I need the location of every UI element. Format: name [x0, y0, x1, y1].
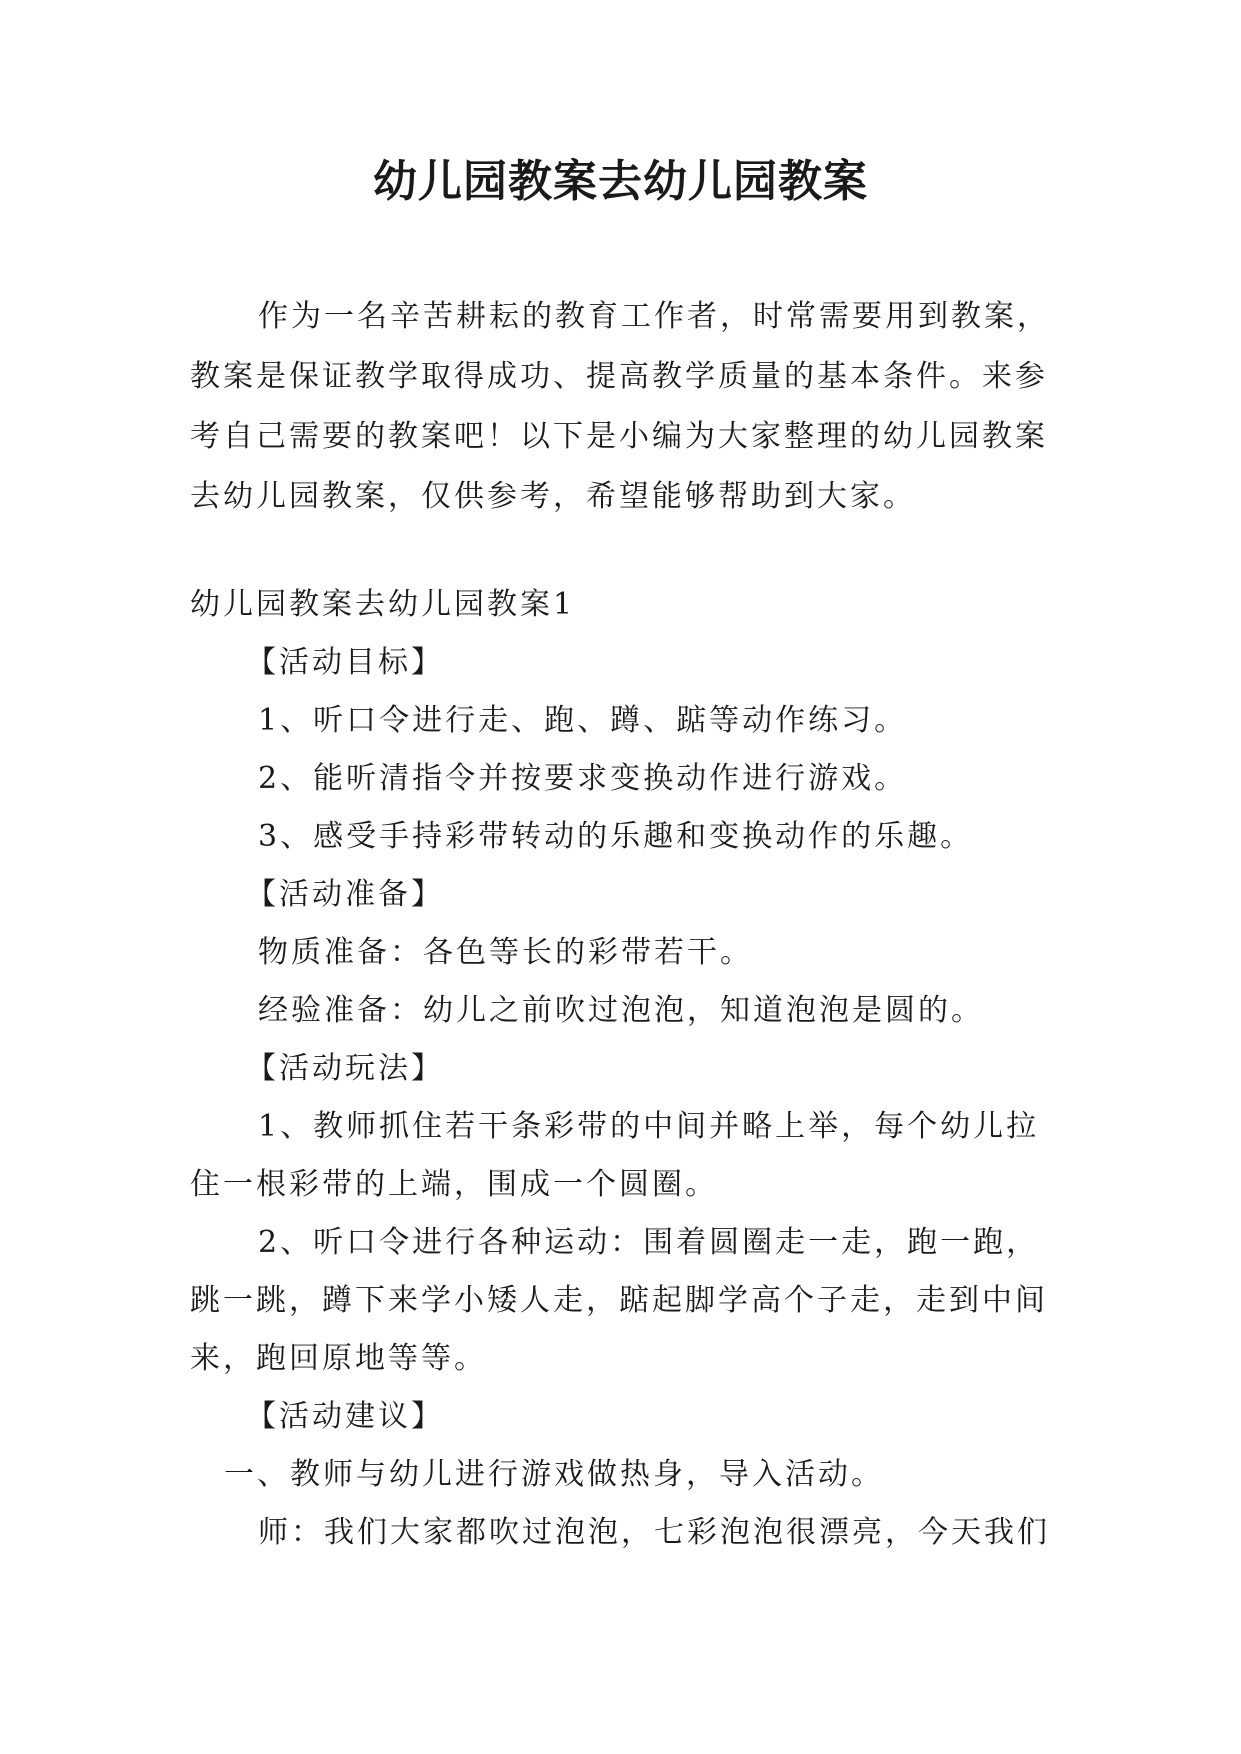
goal-item: 3、感受手持彩带转动的乐趣和变换动作的乐趣。 — [258, 819, 974, 854]
goal-item: 1、听口令进行走、跑、蹲、踮等动作练习。 — [258, 703, 908, 738]
advice-heading: 【活动建议】 — [246, 1399, 444, 1434]
advice-item: 一、教师与幼儿进行游戏做热身，导入活动。 — [224, 1457, 884, 1492]
section-1 — [190, 576, 1060, 1562]
play-heading: 【活动玩法】 — [246, 1051, 444, 1086]
teacher-line: 师：我们大家都吹过泡泡，七彩泡泡很漂亮，今天我们 — [258, 1515, 1050, 1550]
section-heading: 幼儿园教案去幼儿园教案1 — [190, 587, 576, 622]
prep-heading: 【活动准备】 — [246, 877, 444, 912]
goal-heading: 【活动目标】 — [246, 645, 444, 680]
document-title: 幼儿园教案去幼儿园教案 — [373, 156, 868, 207]
play-item: 2、听口令进行各种运动：围着圆圈走一走，跑一跑，跳一跳，蹲下来学小矮人走，踮起脚学高个子走，走到中间来，跑回原地等等。 — [190, 1225, 1048, 1376]
intro-paragraph — [190, 287, 1060, 527]
play-item: 1、教师抓住若干条彩带的中间并略上举，每个幼儿拉住一根彩带的上端，围成一个圆圈。 — [190, 1109, 1040, 1202]
prep-item: 物质准备：各色等长的彩带若干。 — [258, 935, 753, 970]
intro-text: 作为一名辛苦耕耘的教育工作者，时常需要用到教案，教案是保证教学取得成功、提高教学质量的基本条件。来参考自己需要的教案吧！以下是小编为大家整理的幼儿园教案去幼儿园教案，仅供参考，希望能够帮助到大家。 — [190, 299, 1050, 514]
prep-item: 经验准备：幼儿之前吹过泡泡，知道泡泡是圆的。 — [258, 993, 984, 1028]
goal-item: 2、能听清指令并按要求变换动作进行游戏。 — [258, 761, 908, 796]
